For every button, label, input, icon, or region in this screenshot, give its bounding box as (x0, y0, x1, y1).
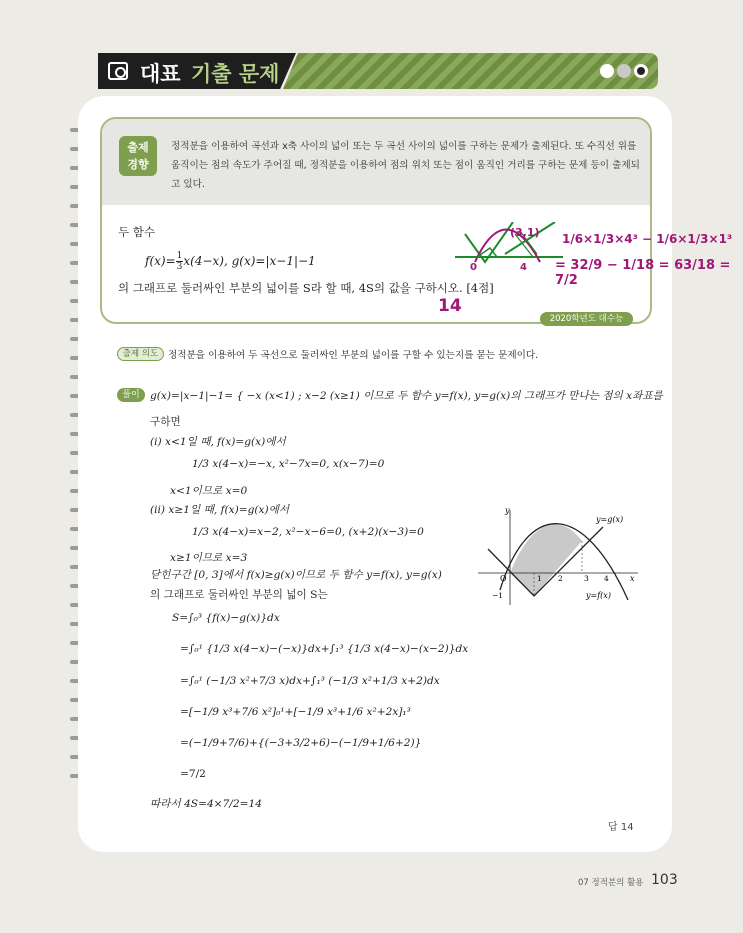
chapter-footer: 07 정적분의 활용 (578, 878, 644, 888)
hand-answer: 14 (438, 296, 462, 316)
section-header (98, 53, 658, 89)
label-g: y=g(x) (596, 515, 624, 524)
hand-axis-0: 0 (470, 262, 477, 273)
solution-line-3: (ⅰ) x<1일 때, f(x)=g(x)에서 (150, 436, 286, 448)
trend-tag: 출제 경향 (119, 136, 157, 176)
origin-label: O (500, 574, 507, 583)
solution-line-15: =(−1/9+7/6)+{(−3+3/2+6)−(−1/9+1/6+2)} (180, 737, 422, 749)
problem-line-2: f(x)= $\frac{1}{3}x(4-x)$, g(x)=|x−1|−1 (145, 251, 316, 272)
camera-icon (108, 62, 128, 80)
tick-1: 1 (537, 574, 542, 583)
label-f: y=f(x) (586, 591, 611, 600)
solution-line-6: (ⅱ) x≥1일 때, f(x)=g(x)에서 (150, 504, 290, 516)
intent-label: 출제 의도 (117, 347, 164, 361)
tick-3: 3 (584, 574, 589, 583)
header-title-1: 대표 (140, 62, 181, 86)
hand-axis-4: 4 (520, 262, 527, 273)
shaded-region (510, 524, 582, 596)
tick-4: 4 (604, 574, 609, 583)
neg-tick: −1 (492, 591, 504, 600)
solution-line-16: =7/2 (180, 768, 206, 780)
hand-calc-2: = 32/9 − 1/18 = 63/18 = 7/2 (555, 258, 731, 288)
trend-text: 정적분을 이용하여 곡선과 x축 사이의 넓이 또는 두 곡선 사이의 넓이를 구하는 문제가 출제된다. 또 수직선 위를 움직이는 점의 속도가 주어질 때, 정적분을 이용하여 점의 위치 또는 점이 움직인 거리를 구하는 문제 등이 출제되고 있다. (171, 141, 640, 190)
y-axis-label: y (505, 506, 510, 515)
solution-line-17: 따라서 4S=4×7/2=14 (150, 798, 262, 810)
x-axis-label: x (630, 574, 635, 583)
problem-line-1: 두 함수 (118, 225, 155, 239)
solution-line-11: S=∫₀³ {f(x)−g(x)}dx (172, 612, 280, 624)
graph-figure (478, 505, 643, 610)
solution-line-4: 1/3 x(4−x)=−x, x²−7x=0, x(x−7)=0 (192, 458, 385, 470)
solution-line-14: =[−1/9 x³+7/6 x²]₀¹+[−1/9 x³+1/6 x²+2x]₁³ (180, 706, 411, 718)
header-dots-icon (600, 64, 648, 78)
solution-line-8: x≥1이므로 x=3 (170, 552, 248, 564)
hand-calc-1: 1/6×1/3×4³ − 1/6×1/3×1³ (562, 232, 733, 246)
solution-line-13: =∫₀¹ (−1/3 x²+7/3 x)dx+∫₁³ (−1/3 x²+1/3 x+2)dx (180, 675, 440, 687)
answer-ref: 답 14 (608, 822, 634, 833)
solution-line-5: x<1이므로 x=0 (170, 485, 248, 497)
problem-box (100, 117, 652, 324)
solution-line-1: g(x)=|x−1|−1= { −x (x<1) ; x−2 (x≥1) 이므로 두 함수 y=f(x), y=g(x)의 그래프가 만나는 점의 x좌표를 (150, 390, 663, 402)
page-number: 103 (651, 872, 678, 888)
tick-2: 2 (558, 574, 563, 583)
solution-line-9: 닫힌구간 [0, 3]에서 f(x)≥g(x)이므로 두 함수 y=f(x), y=g(x) (150, 569, 442, 581)
solution-line-7: 1/3 x(4−x)=x−2, x²−x−6=0, (x+2)(x−3)=0 (192, 526, 424, 538)
problem-line-3: 의 그래프로 둘러싸인 부분의 넓이를 S라 할 때, 4S의 값을 구하시오. [4점] (118, 281, 494, 295)
source-badge: 2020학년도 대수능 (540, 312, 633, 326)
solution-line-12: =∫₀¹ {1/3 x(4−x)−(−x)}dx+∫₁³ {1/3 x(4−x)−(x−2)}dx (180, 643, 469, 655)
header-title-2: 기출 문제 (191, 62, 280, 86)
intent-text: 정적분을 이용하여 두 곡선으로 둘러싸인 부분의 넓이를 구할 수 있는지를 묻는 문제이다. (168, 350, 539, 361)
solution-line-2: 구하면 (150, 416, 181, 428)
solution-line-10: 의 그래프로 둘러싸인 부분의 넓이 S는 (150, 589, 328, 601)
solution-label: 풀이 (117, 388, 145, 402)
hand-point-label: (3,1) (510, 226, 540, 239)
